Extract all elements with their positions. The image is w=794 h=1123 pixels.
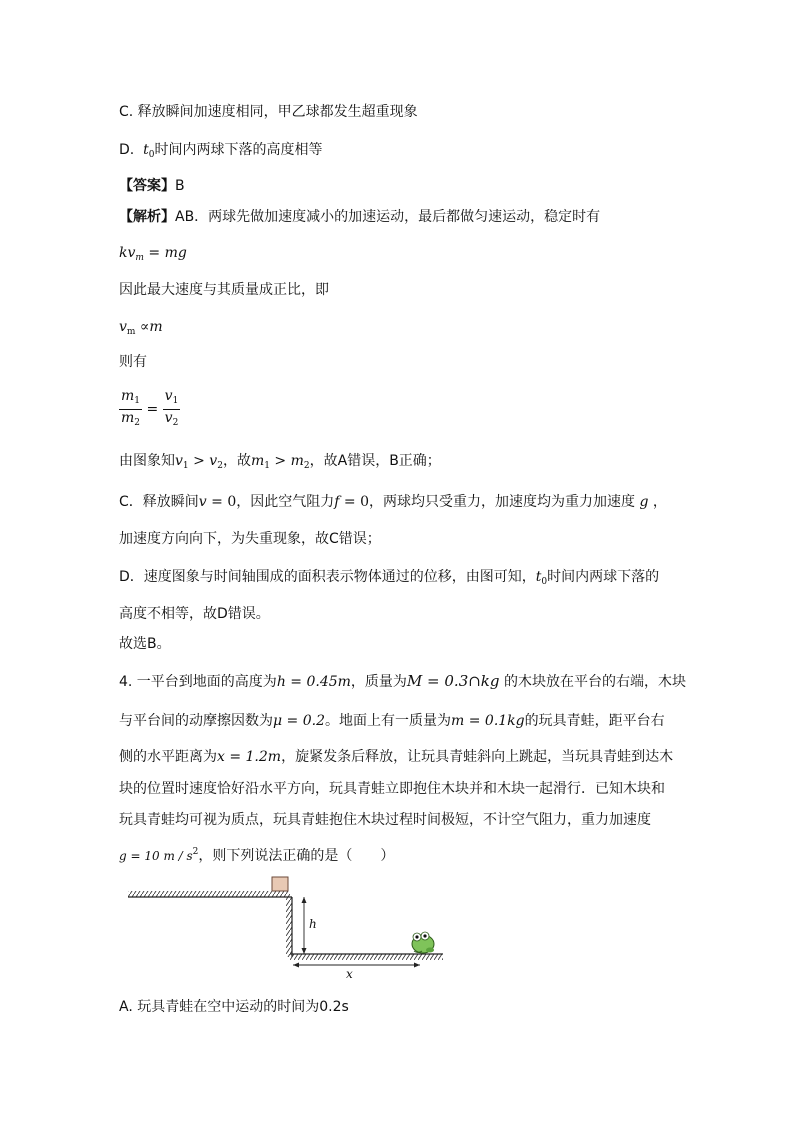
distance-label: x xyxy=(346,967,353,981)
q4-line-4: 块的位置时速度恰好沿水平方向，玩具青蛙立即抱住木块并和木块一起滑行．已知木块和 xyxy=(119,781,665,797)
analysis-text-7: D．速度图象与时间轴围成的面积表示物体通过的位移，由图可知，$t_0$时间内两球下落的 xyxy=(119,569,660,587)
equation-vm-prop-m: $v_m \propto m$ xyxy=(119,319,163,337)
equation-kvm-mg: $kv_m$ = mg xyxy=(119,245,187,263)
platform-surface xyxy=(128,891,292,897)
q4-line-3: 侧的水平距离为x = 1.2m，旋紧发条后释放，让玩具青蛙斜向上跳起，当玩具青蛙到达木 xyxy=(119,749,674,765)
platform-wall xyxy=(286,897,292,957)
q4-line-6: g = 10 m / $s^2$，则下列说法正确的是（ ） xyxy=(119,847,395,864)
analysis-text-2: 因此最大速度与其质量成正比，即 xyxy=(119,282,329,298)
analysis-text-4: 由图象知$v_1 > v_2$，故$m_1 > m_2$，故A错误，B正确； xyxy=(119,453,441,471)
option-a: A. 玩具青蛙在空中运动的时间为0.2s xyxy=(119,999,349,1015)
analysis-text-3: 则有 xyxy=(119,354,147,370)
ground-surface xyxy=(290,954,443,960)
analysis-text-6: 加速度方向向下，为失重现象，故C错误； xyxy=(119,531,381,547)
q4-line-1: 4. 一平台到地面的高度为h = 0.45m，质量为M = 0.3∩kg 的木块放在平台的右端，木块 xyxy=(119,672,686,690)
answer-line: 【答案】B xyxy=(119,178,185,194)
analysis-text-5: C．释放瞬间v = 0，因此空气阻力f = 0，两球均只受重力，加速度均为重力加速度 g ， xyxy=(119,494,667,510)
frog-icon xyxy=(412,932,434,953)
analysis-text-9: 故选B。 xyxy=(119,636,171,652)
wooden-block xyxy=(272,877,288,891)
q4-line-5: 玩具青蛙均可视为质点，玩具青蛙抱住木块过程时间极短，不计空气阻力，重力加速度 xyxy=(119,812,651,828)
analysis-text-8: 高度不相等，故D错误。 xyxy=(119,606,270,622)
height-label: h xyxy=(309,917,317,931)
platform-frog-figure xyxy=(118,870,458,982)
distance-dimension xyxy=(293,963,420,968)
analysis-line: 【解析】AB．两球先做加速度减小的加速运动，最后都做匀速运动，稳定时有 xyxy=(119,209,601,225)
height-dimension xyxy=(302,897,307,954)
t0-symbol: $t_0$ xyxy=(143,142,155,160)
equation-ratio: $\frac{m_1}{m_2}$ = $\frac{v_1}{v_2}$ xyxy=(121,388,179,428)
option-d: D. $t_0$时间内两球下落的高度相等 xyxy=(119,142,323,160)
option-c: C. 释放瞬间加速度相同，甲乙球都发生超重现象 xyxy=(119,104,418,120)
q4-line-2: 与平台间的动摩擦因数为μ = 0.2。地面上有一质量为m = 0.1kg的玩具青蛙，距平台右 xyxy=(119,713,665,729)
